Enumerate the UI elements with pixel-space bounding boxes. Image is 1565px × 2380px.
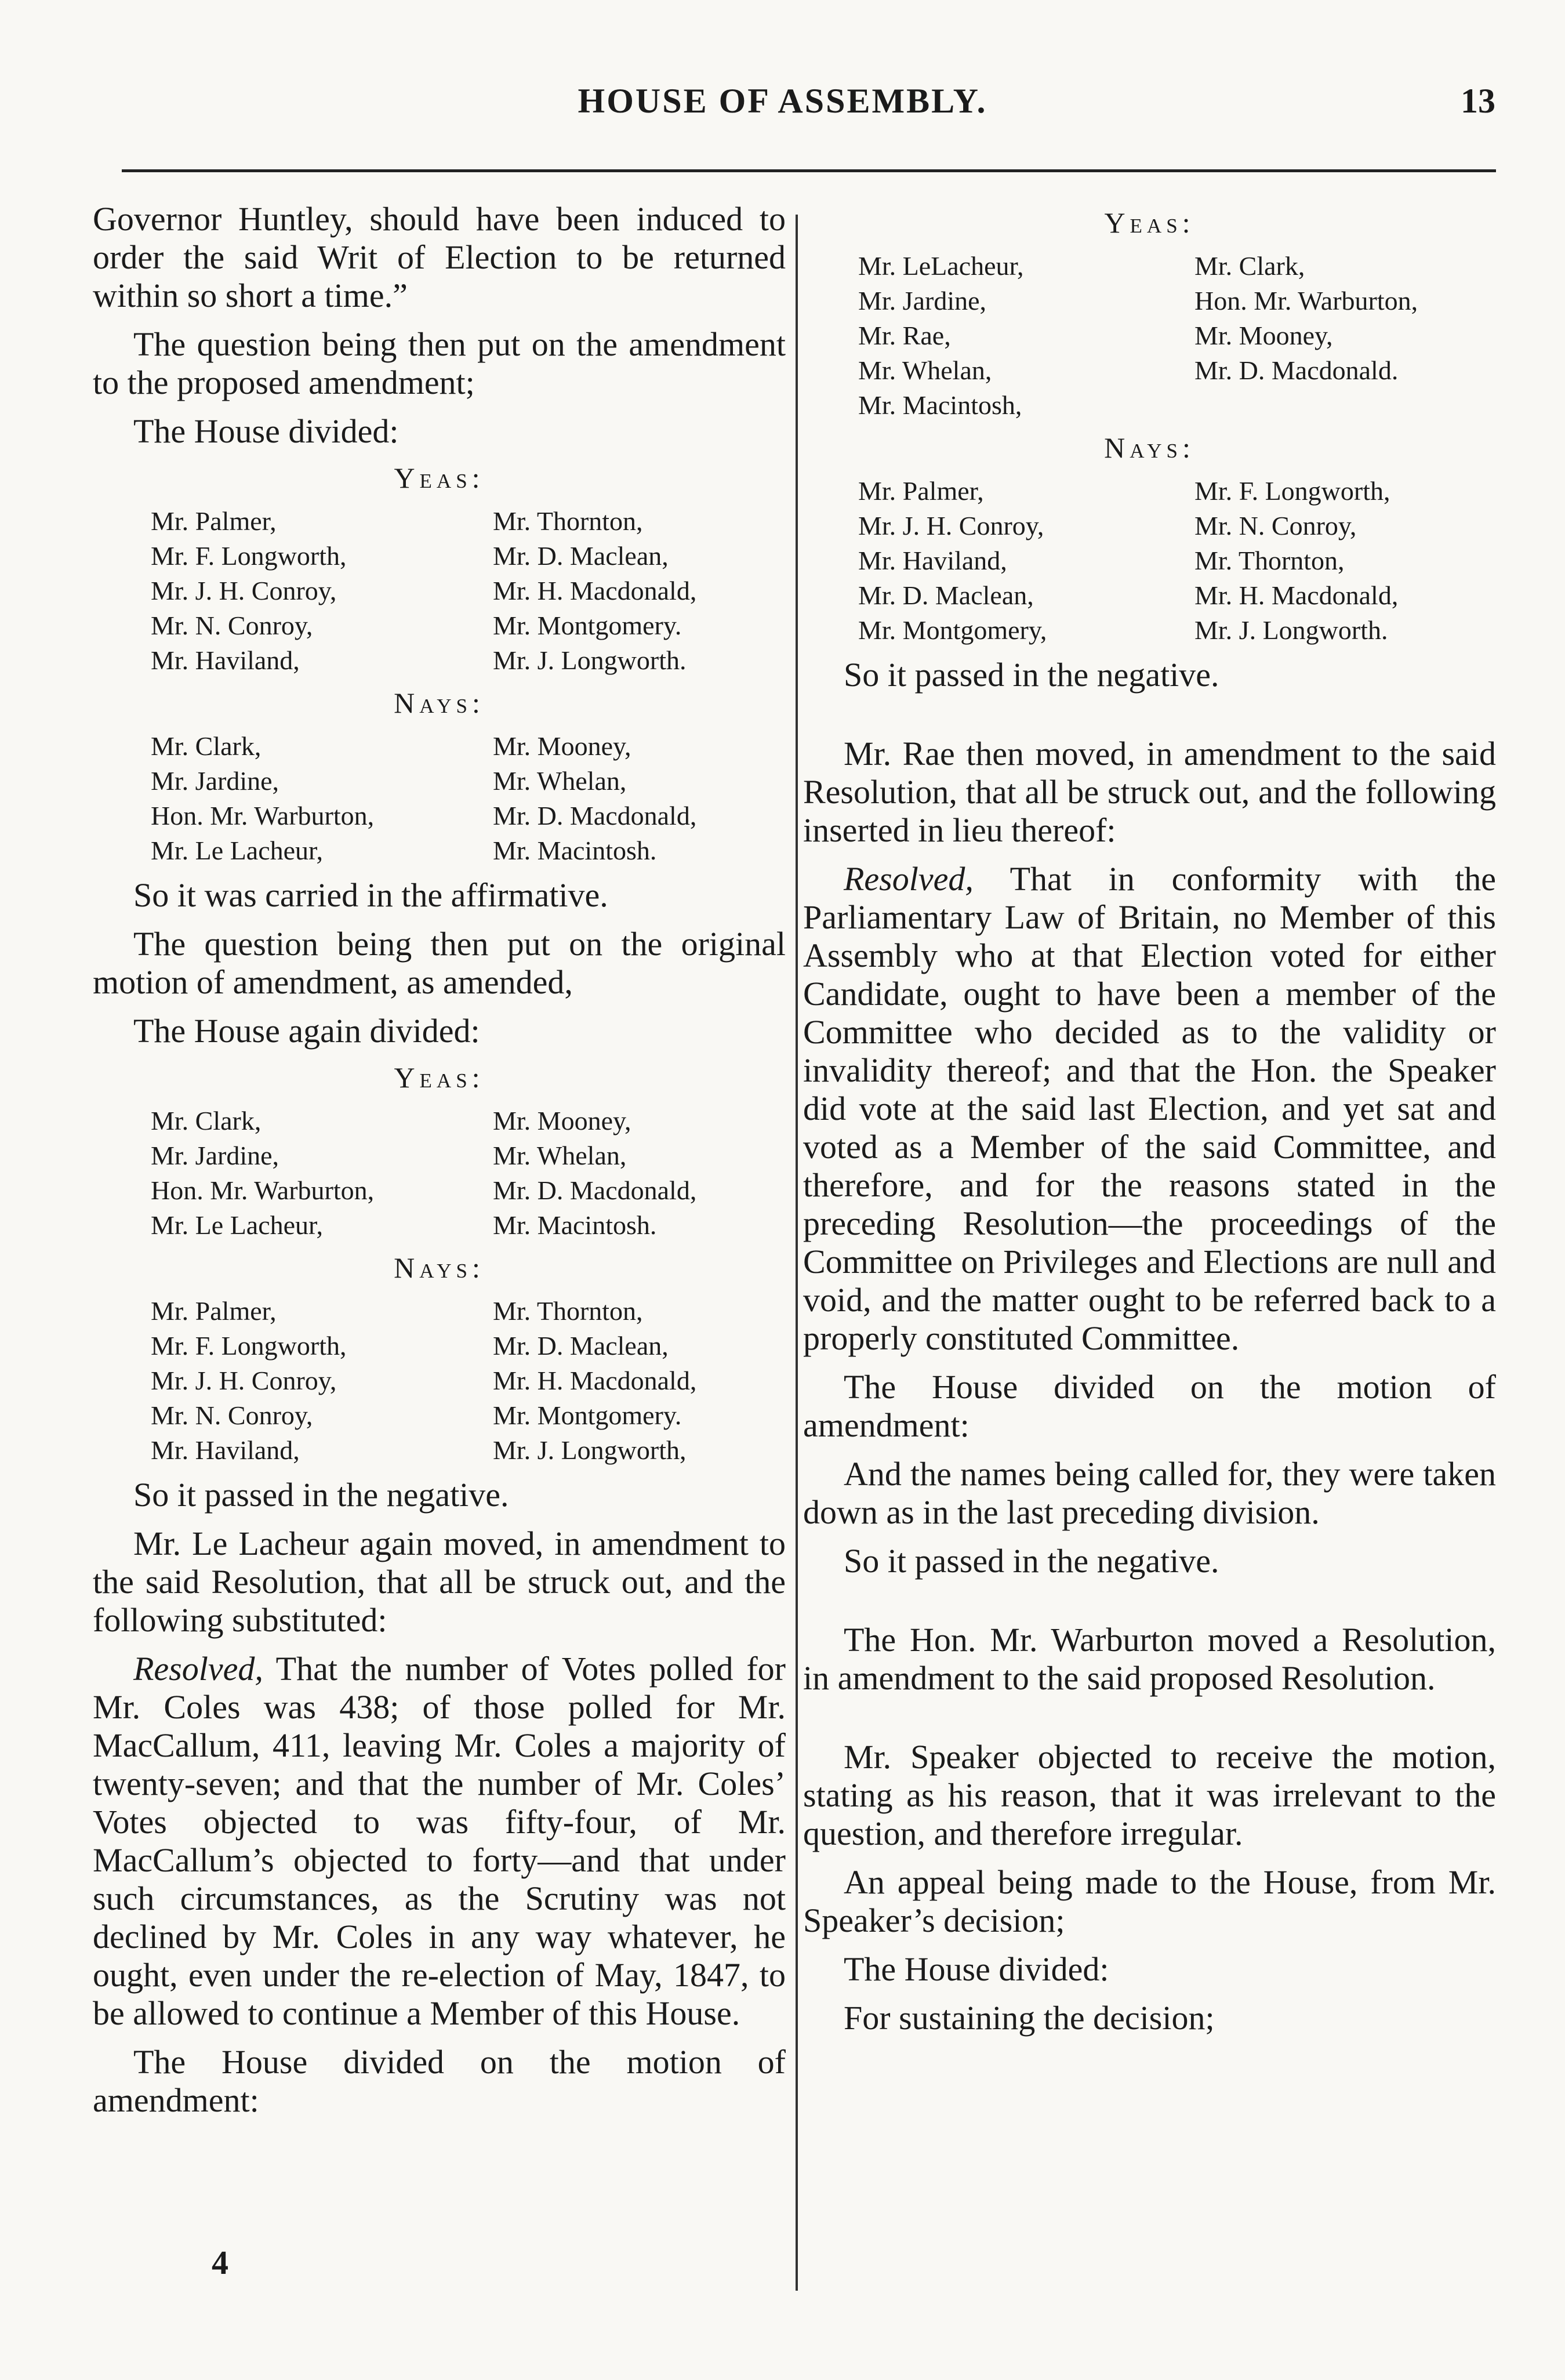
member-name: Mr. Palmer,: [151, 1296, 277, 1326]
paragraph: The House divided:: [844, 1950, 1109, 1988]
paragraph: For sustaining the decision;: [844, 1999, 1215, 2037]
member-name: Mr. Thornton,: [493, 1296, 643, 1326]
paragraph: Mr. Rae then moved, in amendment to the said Resolution, that all be struck out, and the following inserted in lieu thereof:: [803, 735, 1496, 849]
running-header: HOUSE OF ASSEMBLY.: [578, 82, 987, 120]
yeas-list: [93, 1104, 786, 1243]
member-name: Mr. Whelan,: [858, 355, 992, 385]
member-name: Hon. Mr. Warburton,: [151, 801, 375, 830]
paragraph: Mr. Le Lacheur again moved, in amendment to the said Resolution, that all be struck out, and the following substituted:: [93, 1525, 786, 1639]
member-name: Mr. Montgomery.: [493, 1401, 682, 1430]
member-name: Mr. Rae,: [858, 321, 951, 350]
member-name: Mr. Macintosh,: [858, 390, 1022, 420]
member-name: Mr. Palmer,: [858, 476, 984, 506]
member-name: Mr. J. Longworth.: [493, 645, 687, 675]
member-name: Mr. F. Longworth,: [151, 1331, 347, 1360]
member-name: Mr. D. Macdonald,: [493, 801, 697, 830]
resolved-lead: Resolved,: [133, 1650, 263, 1688]
member-name: Mr. N. Conroy,: [151, 611, 313, 640]
member-name: Mr. Le Lacheur,: [151, 836, 324, 865]
resolution-paragraph: [803, 860, 1496, 1358]
member-name: Mr. D. Macdonald,: [493, 1176, 697, 1205]
paragraph: So it passed in the negative.: [133, 1476, 509, 1514]
member-name: Mr. Haviland,: [151, 645, 300, 675]
resolution-paragraph: [93, 1650, 786, 2033]
member-name: Mr. N. Conroy,: [1194, 511, 1357, 540]
yeas-heading: Yeas:: [394, 462, 485, 494]
paragraph: An appeal being made to the House, from Mr. Speaker’s decision;: [803, 1863, 1496, 1939]
member-name: Mr. Jardine,: [858, 286, 987, 315]
member-name: Mr. D. Maclean,: [493, 1331, 669, 1360]
member-name: Mr. Le Lacheur,: [151, 1210, 324, 1240]
member-name: Mr. Thornton,: [493, 506, 643, 536]
paragraph: The House divided on the motion of amendment:: [93, 2043, 786, 2119]
member-name: Mr. Jardine,: [151, 766, 279, 796]
right-column: [803, 200, 1496, 2048]
resolution-text: That the number of Votes polled for Mr. Coles was 438; of those polled for Mr. MacCallum, 411, leaving Mr. Coles a majority of twenty-seven; and that the number of Mr. Coles’ Votes objected to was fifty-four, of Mr. MacCallum’s objected to forty—and that under such circumstances, as the Scrutiny was not declined by Mr. Coles in any way whatever, he ought, even under the re-election of May, 1847, to be allowed to continue a Member of this House.: [93, 1650, 786, 2032]
signature-mark: 4: [212, 2244, 228, 2281]
member-name: Mr. N. Conroy,: [151, 1401, 313, 1430]
member-name: Mr. F. Longworth,: [151, 541, 347, 571]
nays-list: [93, 1294, 786, 1468]
member-name: Mr. Haviland,: [858, 546, 1007, 575]
member-name: Mr. H. Macdonald,: [1194, 581, 1399, 610]
paragraph: The question being then put on the amendment to the proposed amendment;: [93, 325, 786, 401]
member-name: [1194, 388, 1519, 423]
yeas-heading: Yeas:: [1104, 206, 1195, 239]
resolved-lead: Resolved,: [844, 860, 974, 898]
yeas-list: [93, 504, 786, 678]
member-name: Mr. D. Maclean,: [493, 541, 669, 571]
nays-list: [803, 474, 1496, 648]
paragraph: The question being then put on the original motion of amendment, as amended,: [93, 925, 786, 1001]
member-name: Mr. Mooney,: [493, 731, 631, 761]
member-name: Mr. Whelan,: [493, 766, 627, 796]
nays-list: [93, 729, 786, 868]
member-name: Mr. Mooney,: [1194, 321, 1333, 350]
nays-heading: Nays:: [1104, 431, 1195, 464]
member-name: Mr. Macintosh.: [493, 1210, 657, 1240]
yeas-heading: Yeas:: [394, 1061, 485, 1094]
member-name: Hon. Mr. Warburton,: [151, 1176, 375, 1205]
member-name: Mr. H. Macdonald,: [493, 1366, 697, 1395]
member-name: Mr. Clark,: [151, 731, 262, 761]
nays-heading: Nays:: [394, 1251, 485, 1284]
nays-heading: Nays:: [394, 687, 485, 719]
member-name: Mr. J. Longworth,: [493, 1435, 687, 1465]
left-column: [93, 200, 786, 2130]
member-name: Mr. LeLacheur,: [858, 251, 1024, 281]
header-rule: [122, 169, 1496, 172]
member-name: Mr. Clark,: [1194, 251, 1305, 281]
member-name: Mr. Montgomery,: [858, 615, 1047, 645]
member-name: Mr. Mooney,: [493, 1106, 631, 1135]
member-name: Mr. Jardine,: [151, 1141, 279, 1170]
member-name: Hon. Mr. Warburton,: [1194, 286, 1418, 315]
member-name: Mr. F. Longworth,: [1194, 476, 1390, 506]
member-name: Mr. Whelan,: [493, 1141, 627, 1170]
member-name: Mr. Montgomery.: [493, 611, 682, 640]
resolution-text: That in conformity with the Parliamentary Law of Britain, no Member of this Assembly who at that Election voted for either Candidate, ought to have been a member of the Committee who decided as to the validity or invalidity thereof; and that the Hon. the Speaker did vote at the said last Election, and yet sat and voted as a Member of the said Committee, and therefore, and for the reasons stated in the preceding Resolution—the proceedings of the Committee on Privileges and Elections are null and void, and the matter ought to be referred back to a properly constituted Committee.: [803, 860, 1496, 1357]
paragraph: Governor Huntley, should have been induced to order the said Writ of Election to be returned within so short a time.”: [93, 200, 786, 314]
member-name: Mr. Thornton,: [1194, 546, 1345, 575]
member-name: Mr. Palmer,: [151, 506, 277, 536]
paragraph: The House divided:: [133, 412, 399, 450]
member-name: Mr. Haviland,: [151, 1435, 300, 1465]
member-name: Mr. J. H. Conroy,: [858, 511, 1044, 540]
member-name: Mr. J. H. Conroy,: [151, 576, 337, 605]
paragraph: Mr. Speaker objected to receive the motion, stating as his reason, that it was irrelevant to the question, and therefore irregular.: [803, 1738, 1496, 1852]
member-name: Mr. H. Macdonald,: [493, 576, 697, 605]
paragraph: So it was carried in the affirmative.: [133, 876, 608, 914]
member-name: Mr. J. H. Conroy,: [151, 1366, 337, 1395]
paragraph: So it passed in the negative.: [844, 656, 1219, 694]
page-number: 13: [1461, 82, 1495, 120]
paragraph: So it passed in the negative.: [844, 1542, 1219, 1580]
paragraph: The Hon. Mr. Warburton moved a Resolution, in amendment to the said proposed Resolution.: [803, 1621, 1496, 1697]
paragraph: The House again divided:: [133, 1012, 480, 1050]
paragraph: And the names being called for, they were taken down as in the last preceding division.: [803, 1455, 1496, 1531]
member-name: Mr. Macintosh.: [493, 836, 657, 865]
yeas-list: [803, 249, 1496, 423]
member-name: Mr. Clark,: [151, 1106, 262, 1135]
member-name: Mr. D. Macdonald.: [1194, 355, 1399, 385]
paragraph: The House divided on the motion of amendment:: [803, 1368, 1496, 1444]
member-name: Mr. D. Maclean,: [858, 581, 1034, 610]
member-name: Mr. J. Longworth.: [1194, 615, 1388, 645]
